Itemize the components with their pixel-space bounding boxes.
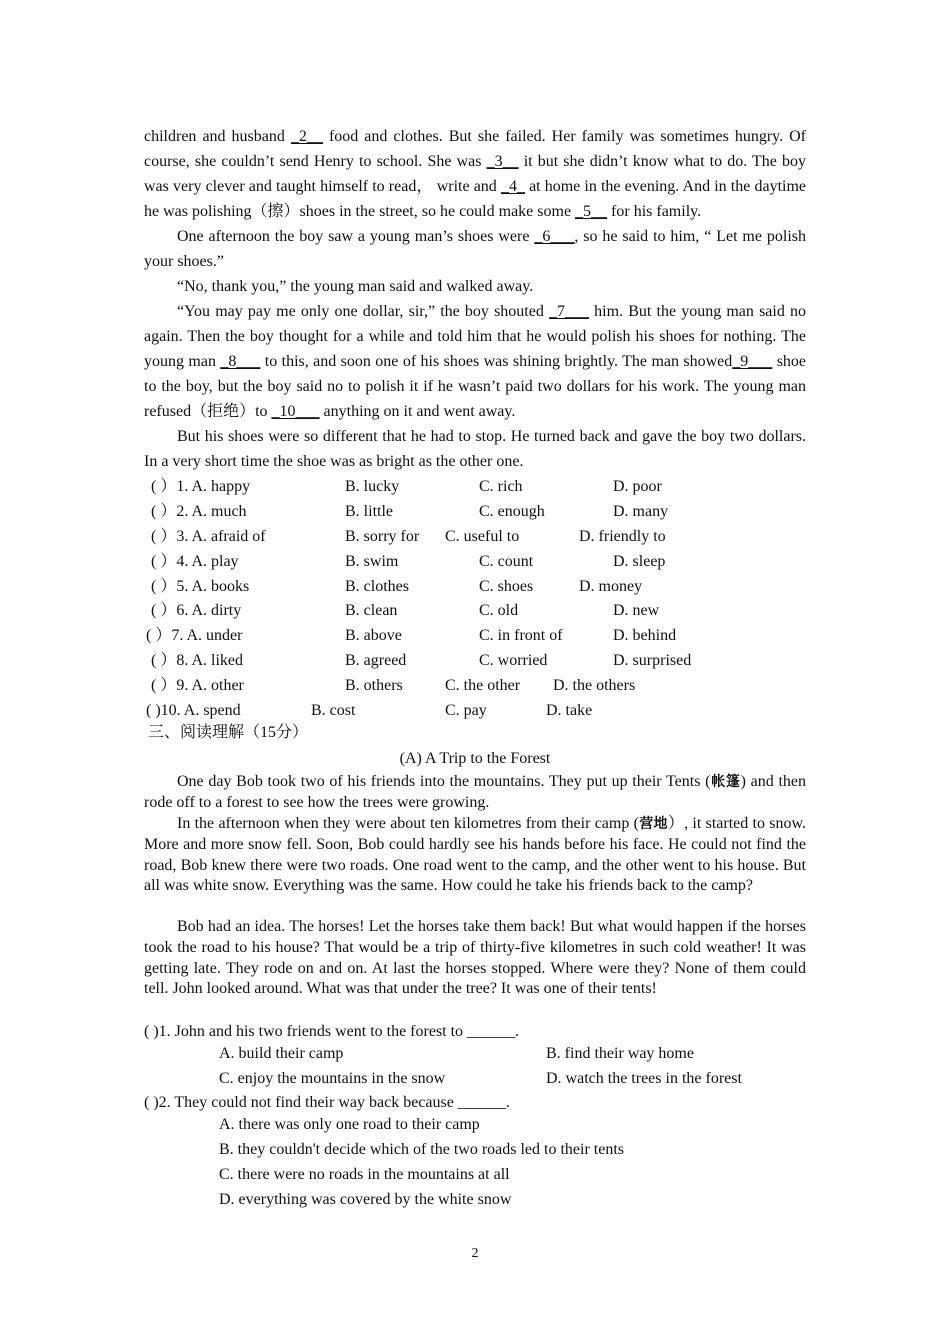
option-b: B. above xyxy=(345,627,402,644)
cloze-paragraph-2 xyxy=(144,224,806,274)
option-b: B. clean xyxy=(345,602,398,619)
question-1-option-d: D. watch the trees in the forest xyxy=(546,1070,742,1087)
cloze-question-2 xyxy=(144,499,844,524)
option-d: D. behind xyxy=(613,627,677,644)
reading-paragraph-3: Bob had an idea. The horses! Let the horses take them back! But what would happen if the horses took the road to his house? That would be a trip of thirty-five kilometres in such cold weather! It was getting late. They rode on and on. At last the horses stopped. Where were they? None of them could tell. John looked around. What was that under the tree? It was one of their tents! xyxy=(144,918,806,998)
option-c: C. shoes xyxy=(479,578,534,595)
question-1-option-a: A. build their camp xyxy=(219,1045,344,1062)
chinese-gloss: 帐篷 xyxy=(710,774,741,790)
option-a: ( )10. A. spend xyxy=(146,702,241,719)
reading-paragraph-1 xyxy=(144,772,806,814)
option-b: B. lucky xyxy=(345,478,400,495)
option-c: C. useful to xyxy=(445,528,520,545)
option-a: ( ）1. A. happy xyxy=(151,478,251,495)
option-a: ( ）8. A. liked xyxy=(151,652,243,669)
option-c: C. rich xyxy=(479,478,523,495)
option-a: ( ）3. A. afraid of xyxy=(151,528,266,545)
option-d: D. money xyxy=(579,578,643,595)
option-b: B. agreed xyxy=(345,652,407,669)
cloze-question-3 xyxy=(144,524,844,549)
text: In the afternoon when they were about ten kilometres from their camp ( xyxy=(177,815,639,832)
cloze-question-8 xyxy=(144,648,844,673)
text: it but she didn’t know what to do. The boy was very clever and taught himself to read， write and xyxy=(144,153,807,195)
blank-6: _6___ xyxy=(534,228,575,245)
option-b: B. sorry for xyxy=(345,528,420,545)
text: him. But the young man said no again. Then the boy thought for a while and told him that he would polish his shoes for nothing. The young man xyxy=(144,303,807,370)
question-2-option-d: D. everything was covered by the white snow xyxy=(219,1191,512,1208)
cloze-question-7 xyxy=(144,623,844,648)
passage-title: (A) A Trip to the Forest xyxy=(399,750,551,767)
question-2-option-b: B. they couldn't decide which of the two roads led to their tents xyxy=(219,1141,625,1158)
option-b: B. cost xyxy=(311,702,356,719)
option-d: D. take xyxy=(546,702,593,719)
blank-8: _8___ xyxy=(220,353,261,370)
text: at home in the evening. And in the daytime he was polishing（擦）shoes in the street, so he could make some xyxy=(144,178,806,220)
option-c: C. old xyxy=(479,602,519,619)
option-b: B. others xyxy=(345,677,403,694)
text: ）, it started to snow. More and more snow fell. Soon, Bob could hardly see his hands before his face. He could not find the road, Bob knew there were two roads. One road went to the camp, and the other went to his house. But all was white snow. Everything was the same. How could he take his friends back to the camp? xyxy=(144,815,807,895)
option-d: D. new xyxy=(613,602,660,619)
reading-paragraph-2 xyxy=(144,814,806,897)
cloze-question-10 xyxy=(144,698,844,723)
option-a: ( ）2. A. much xyxy=(151,503,247,520)
option-a: ( ）5. A. books xyxy=(151,578,250,595)
cloze-question-6 xyxy=(144,598,844,623)
cloze-question-5 xyxy=(144,574,844,599)
text: One day Bob took two of his friends into the mountains. They put up their Tents ( xyxy=(177,773,711,790)
text: anything on it and went away. xyxy=(319,403,516,420)
blank-2: _2__ xyxy=(290,128,323,145)
cloze-paragraph-5: But his shoes were so different that he had to stop. He turned back and gave the boy two dollars. In a very short time the shoe was as bright as the other one. xyxy=(144,428,806,470)
cloze-question-9 xyxy=(144,673,844,698)
option-c: C. enough xyxy=(479,503,545,520)
text: shoe to the boy, but the boy said no to polish it if he wasn’t paid two dollars for his work. The young man refused（拒绝）to xyxy=(144,353,807,420)
text: children and husband xyxy=(144,128,291,145)
option-b: B. swim xyxy=(345,553,399,570)
page-number: 2 xyxy=(471,1246,479,1261)
question-2-stem: ( )2. They could not find their way back because ______. xyxy=(144,1094,510,1111)
text: to this, and soon one of his shoes was shining brightly. The man showed xyxy=(260,353,733,370)
option-c: C. in front of xyxy=(479,627,563,644)
text: , so he said to him, “ Let me polish your shoes.” xyxy=(144,228,806,270)
option-b: B. little xyxy=(345,503,393,520)
option-c: C. worried xyxy=(479,652,548,669)
cloze-paragraph-1 xyxy=(144,124,806,224)
option-a: ( ）4. A. play xyxy=(151,553,239,570)
chinese-gloss: 营地 xyxy=(638,816,668,832)
option-d: D. the others xyxy=(553,677,636,694)
section-heading: 三、阅读理解（15分） xyxy=(148,724,309,741)
option-c: C. the other xyxy=(445,677,521,694)
option-c: C. count xyxy=(479,553,534,570)
option-a: ( ）9. A. other xyxy=(151,677,244,694)
option-c: C. pay xyxy=(445,702,487,719)
text: for his family. xyxy=(607,203,702,220)
cloze-paragraph-3: “No, thank you,” the young man said and walked away. xyxy=(177,278,534,295)
option-d: D. many xyxy=(613,503,669,520)
question-1-option-c: C. enjoy the mountains in the snow xyxy=(219,1070,446,1087)
text: ) and then rode off to a forest to see how the trees were growing. xyxy=(144,773,807,811)
blank-4: _4_ xyxy=(500,178,525,195)
text: One afternoon the boy saw a young man’s shoes were xyxy=(177,228,535,245)
option-d: D. surprised xyxy=(613,652,692,669)
question-2-option-c: C. there were no roads in the mountains at all xyxy=(219,1166,510,1183)
question-1-stem: ( )1. John and his two friends went to the forest to ______. xyxy=(144,1023,520,1040)
text: food and clothes. But she failed. Her family was sometimes hungry. Of course, she couldn’t send Henry to school. She was xyxy=(144,128,807,170)
option-d: D. poor xyxy=(613,478,662,495)
blank-10: _10___ xyxy=(271,403,320,420)
option-b: B. clothes xyxy=(345,578,409,595)
option-d: D. sleep xyxy=(613,553,666,570)
blank-3: _3__ xyxy=(486,153,519,170)
option-a: ( ）6. A. dirty xyxy=(151,602,242,619)
question-2-option-a: A. there was only one road to their camp xyxy=(219,1116,480,1133)
blank-7: _7___ xyxy=(549,303,590,320)
cloze-question-1 xyxy=(144,474,844,499)
question-1-option-b: B. find their way home xyxy=(546,1045,694,1062)
cloze-question-4 xyxy=(144,549,844,574)
option-a: ( ）7. A. under xyxy=(146,627,243,644)
blank-5: _5__ xyxy=(575,203,608,220)
text: “You may pay me only one dollar, sir,” the boy shouted xyxy=(177,303,550,320)
cloze-paragraph-4 xyxy=(144,299,806,424)
blank-9: _9___ xyxy=(732,353,773,370)
option-d: D. friendly to xyxy=(579,528,666,545)
